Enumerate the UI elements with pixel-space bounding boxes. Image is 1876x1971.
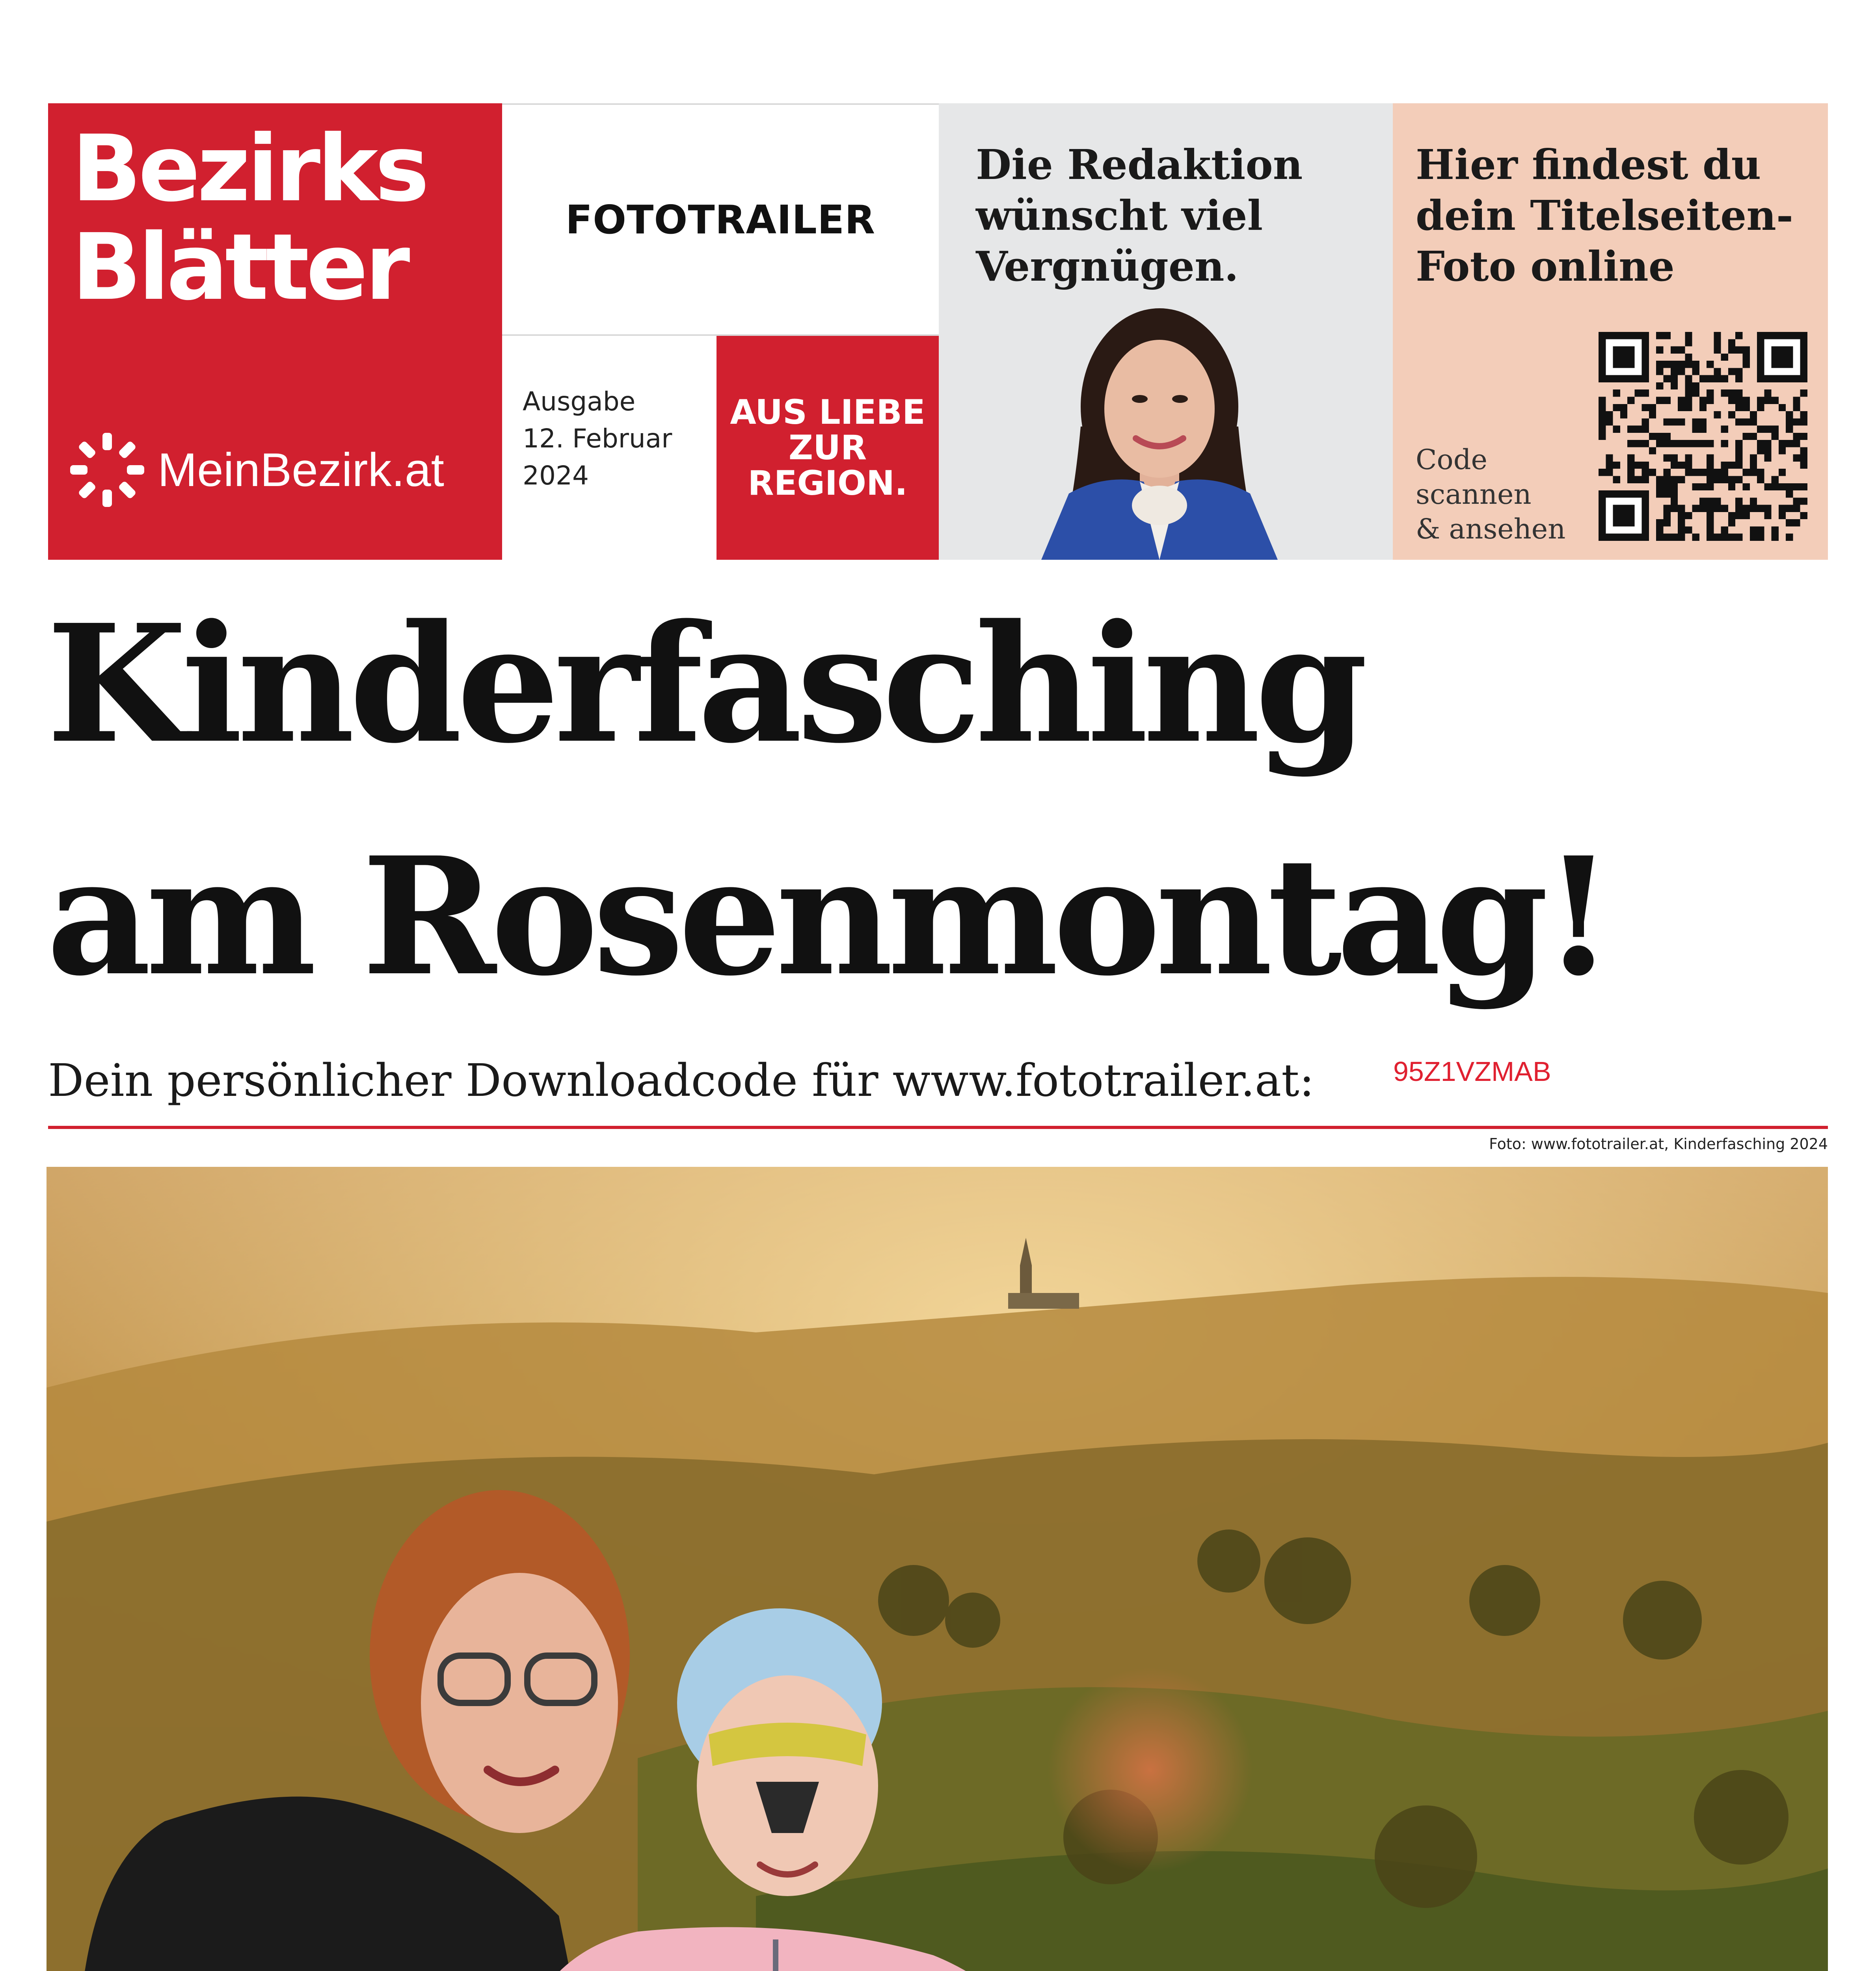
scan-hint-line1: Code	[1416, 443, 1487, 476]
editor-greeting	[939, 103, 1393, 560]
logo-text-line1: Bezirks	[72, 116, 426, 222]
meinbezirk-brand[interactable]	[68, 430, 444, 509]
section-label: FOTOTRAILER	[565, 196, 876, 243]
download-code[interactable]: 95Z1VZMAB	[1393, 1056, 1551, 1087]
meinbezirk-label: MeinBezirk.at	[158, 443, 444, 496]
qr-code-icon[interactable]	[1599, 332, 1807, 541]
slogan-line2: ZUR	[788, 428, 867, 468]
issue-info	[502, 336, 717, 560]
sun-logo-icon	[68, 430, 147, 509]
online-note: Hier findest du dein Titelseiten-Foto online	[1416, 140, 1794, 291]
photo-credit: Foto: www.fototrailer.at, Kinderfasching 2024	[1489, 1135, 1828, 1153]
issue-date: 12. Februar	[523, 423, 672, 454]
slogan-line1: AUS LIEBE	[730, 392, 925, 432]
issue-label: Ausgabe	[523, 386, 636, 417]
online-promo[interactable]	[1393, 103, 1828, 560]
divider	[48, 1126, 1828, 1129]
cover-photo[interactable]	[47, 1167, 1828, 1971]
slogan-cell	[717, 336, 939, 560]
scan-hint-line2: scannen	[1416, 478, 1532, 511]
slogan-line3: REGION.	[748, 464, 908, 503]
logo-text-line2: Blätter	[72, 214, 407, 320]
scan-hint-line3: & ansehen	[1416, 513, 1566, 546]
headline-line1: Kinderfasching	[47, 589, 1362, 779]
editor-note: Die Redaktion wünscht viel Vergnügen.	[976, 140, 1303, 291]
download-label: Dein persönlicher Downloadcode für www.fototrailer.at:	[48, 1054, 1314, 1107]
masthead-logo[interactable]	[48, 103, 502, 560]
issue-year: 2024	[523, 460, 589, 491]
scan-hint	[1416, 442, 1565, 547]
section-cell	[502, 103, 939, 336]
headline-line2: am Rosenmontag!	[47, 822, 1609, 1012]
editor-portrait	[939, 308, 1393, 560]
